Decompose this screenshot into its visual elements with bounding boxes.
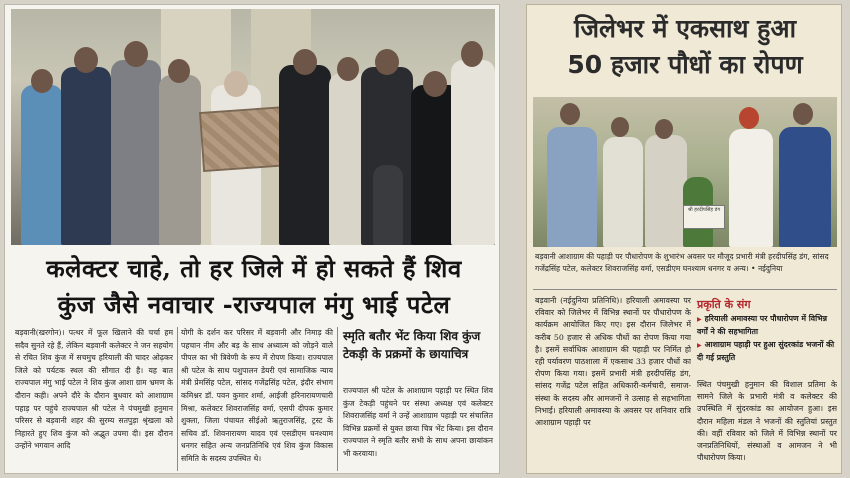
sub-heading: स्मृति बतौर भेंट किया शिव कुंज टेकड़ी के प्रक्रमों के छायाचित्र	[343, 329, 481, 361]
column-divider	[177, 327, 178, 471]
person	[279, 65, 331, 245]
governor-group-photo	[11, 9, 495, 245]
person	[645, 135, 687, 247]
person	[61, 67, 111, 245]
article-column-2: योगी के दर्शन कर परिसर में बड़वानी और निमाड़ की पहचान नीम और बड़ के साथ अध्यात्म को जोड़ने वाले पीपल का भी त्रिवेणी के रूप में रोपण किया। राज्यपाल श्री पटेल के साथ पशुपालन डेयरी एवं सामाजिक न्याय मंत्री प्रेमसिंह पटेल, सांसद गजेंद्रसिंह पटेल, इंदौर संभाग कमिश्नर डॉ. पवन कुमार शर्मा, आईजी हरिनारायणचारी मिश्रा, कलेक्टर शिवराजसिंह वर्मा, एसपी दीपक कुमार शुक्ला, जिला पंचायत सीईओ ऋतुराजसिंह, ट्रस्ट के सचिव डॉ. शिवनारायण यादव एवं एसडीएम घनश्याम धनगर सहित अन्य जनप्रतिनिधि एवं शिव कुंज विकास समिति के सदस्य उपस्थित थे।	[181, 328, 333, 463]
article-column-1: बड़वानी(खरगोन)। पत्थर में फूल खिलाने की चर्चा हम सदैव सुनते रहे हैं, लेकिन बड़वानी कलेक्टर ने जन सहयोग से रचित शिव कुंज में सचमुच हरियाली की चादर ओढ़कर जिले को पर्यटक स्थल की सौगात दी है। यह बात राज्यपाल मंगु भाई पटेल ने शिव कुंज आशा ग्राम भ्रमण के दौरान कही। अपने दौरे के दौरान बुधवार को आशाग्राम पहाड़ पर पहुंचे राज्यपाल श्री पटेल ने पंचमुखी हनुमान परिसर से बड़वानी शहर की सुरम्य सतपुड़ा श्रृंखला को निहारते हुए शिव कुंज को अद्भुत उपमा दी। इस दौरान उन्होंने भगवान आदि	[15, 328, 173, 451]
person	[603, 137, 643, 247]
headline-line-2: कुंज जैसे नवाचार -राज्यपाल मंगु भाई पटेल	[57, 290, 451, 319]
inauguration-board: श्री हरदीपसिंह डंग	[683, 205, 725, 229]
info-box-title: प्रकृति के संग	[697, 298, 751, 311]
info-box-bullet: ▶ आशाग्राम पहाड़ी पर हुआ सुंदरकांड भजनों की दी गई प्रस्तुति	[697, 339, 837, 363]
presented-frame	[199, 106, 291, 172]
article-column-3: राज्यपाल श्री पटेल के आशाग्राम पहाड़ी पर स्थित शिव कुंज टेकड़ी पहुंचने पर संस्था अध्यक्ष एवं कलेक्टर शिवराजसिंह वर्मा ने उन्हें आशाग्राम पहाड़ी पर संचालित विभिन्न प्रक्रमों से युक्त छाया चित्र भेंट किया। इस दौरान राज्यपाल ने स्मृति बतौर सभी के साथ अपना छायांकन भी करवाया।	[343, 386, 493, 458]
person	[159, 75, 201, 245]
right-news-clipping	[526, 4, 842, 474]
headline-line-2: 50 हजार पौधों का रोपण	[567, 50, 803, 79]
article-body: बड़वानी (नईदुनिया प्रतिनिधि)। हरियाली अमावस्या पर रविवार को जिलेभर में विभिन्न स्थानों पर पौधारोपण के कार्यक्रम आयोजित किए गए। इस दौरान जिलेभर में करीब 50 हजार से अधिक पौधों का रोपण किया गया है। इसमें सर्वाधिक आशाग्राम की पहाड़ी पर निर्मित हो रही पर्यावरण पाठशाला में एकसाथ 33 हजार पौधों का रोपण किया गया। इसमें प्रभारी मंत्री हरदीपसिंह डंग, सांसद गजेंद्र पटेल सहित अधिकारी-कर्मचारी, समाज-संस्था के सदस्य और आमजनों ने उत्साह से सहभागिता निभाई। हरियाली अमावस्या के अवसर पर शनिवार रात्रि आशाग्राम पहाड़ी पर	[535, 296, 691, 428]
person	[111, 60, 161, 245]
person	[729, 129, 773, 247]
column-divider	[337, 327, 338, 471]
person	[451, 60, 495, 245]
headline	[15, 251, 493, 323]
headline-line-1: कलेक्टर चाहे, तो हर जिले में हो सकते हैं शिव	[46, 254, 462, 283]
plantation-photo	[533, 97, 837, 247]
info-box-bullet: ▶ हरियाली अमावस्या पर पौधारोपण में विभिन्न वर्गों ने की सहभागिता	[697, 313, 837, 337]
person	[779, 127, 831, 247]
person	[21, 85, 63, 245]
person	[547, 127, 597, 247]
left-news-clipping	[4, 4, 500, 474]
headline-line-1: जिलेभर में एकसाथ हुआ	[573, 14, 797, 43]
article-body-continued: स्थित पंचमुखी हनुमान की विशाल प्रतिमा के सामने जिले के प्रभारी मंत्री व कलेक्टर की उपस्थिति में सुंदरकांड का आयोजन हुआ। इस दौरान महिला मंडल ने भजनों की स्तुतियां प्रस्तुत की। वहीं रविवार को जिले में विभिन्न स्थानों पर जनप्रतिनिधियों, संस्थाओं व आमजन ने भी पौधारोपण किया।	[697, 380, 837, 463]
child	[373, 165, 403, 245]
photo-caption: बड़वानी आशाग्राम की पहाड़ी पर पौधारोपण के शुभारंभ अवसर पर मौजूद प्रभारी मंत्री हरदीपसिंह डंग, सांसद गजेंद्रसिंह पटेल, कलेक्टर शिवराजसिंह वर्मा, एसडीएम घनश्याम धनगर व अन्य। • नईदुनिया	[535, 252, 829, 273]
divider	[533, 289, 837, 290]
headline	[533, 11, 837, 83]
